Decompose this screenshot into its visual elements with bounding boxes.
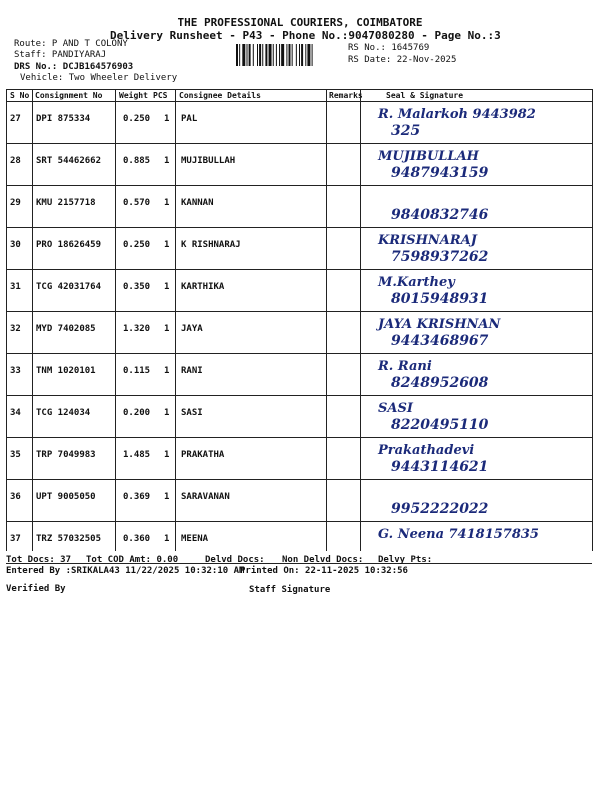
company-title: THE PROFESSIONAL COURIERS, COIMBATORE: [177, 16, 423, 29]
cell-pcs: 1: [164, 534, 170, 544]
verified-by: Verified By: [6, 584, 66, 594]
cell-weight: 0.369: [123, 492, 151, 502]
signature-name: MUJIBULLAH: [378, 149, 479, 164]
drs-label: [14, 62, 133, 72]
cell-consignment: TCG 42031764: [36, 282, 102, 292]
cell-weight: 0.115: [123, 366, 151, 376]
signature-name: Prakathadevi: [378, 443, 475, 458]
cell-weight: 1.485: [123, 450, 151, 460]
delivery-points: Delvy Pts:: [378, 555, 433, 565]
cell-pcs: 1: [164, 450, 170, 460]
col-pcs: PCS: [153, 91, 168, 100]
grid-line: [6, 89, 7, 551]
signature-name: SASI: [378, 401, 413, 416]
cell-weight: 0.570: [123, 198, 151, 208]
col-sno: S No: [10, 91, 30, 100]
drs-value: DCJB164576903: [62, 62, 134, 72]
col-consignment: Consignment No: [35, 91, 103, 100]
cell-sno: 32: [10, 324, 21, 334]
cell-consignment: TRP 7049983: [36, 450, 96, 460]
signature-name: R. Malarkoh 9443982: [378, 107, 536, 122]
cell-consignee: JAYA: [181, 324, 203, 334]
cell-consignee: MEENA: [181, 534, 209, 544]
cell-pcs: 1: [164, 324, 170, 334]
table-row: [6, 396, 592, 438]
table-row: [6, 186, 592, 228]
entered-by: Entered By :SRIKALA43 11/22/2025 10:32:10 AM: [6, 566, 245, 576]
cell-sno: 29: [10, 198, 21, 208]
grid-line: [592, 89, 593, 551]
signature-phone: 8248952608: [391, 375, 489, 391]
col-consignee: Consignee Details: [179, 91, 261, 100]
cell-consignee: K RISHNARAJ: [181, 240, 241, 250]
barcode-icon: [236, 44, 344, 66]
table-row: [6, 312, 592, 354]
runsheet-subtitle: Delivery Runsheet - P43 - Phone No.:9047080280 - Page No.:3: [110, 29, 501, 42]
col-seal: Seal & Signature: [386, 91, 464, 100]
staff-label: Staff: PANDIYARAJ: [14, 50, 107, 60]
table-row: [6, 102, 592, 144]
signature-name: M.Karthey: [378, 275, 455, 290]
table-row: [6, 480, 592, 522]
cell-pcs: 1: [164, 282, 170, 292]
signature-name: JAYA KRISHNAN: [378, 317, 501, 332]
cell-consignee: MUJIBULLAH: [181, 156, 236, 166]
cell-consignee: RANI: [181, 366, 203, 376]
signature-phone: 325: [391, 123, 421, 139]
table-row: [6, 438, 592, 480]
cell-sno: 33: [10, 366, 21, 376]
cell-consignment: UPT 9005050: [36, 492, 96, 502]
cell-weight: 0.350: [123, 282, 151, 292]
cell-consignee: KANNAN: [181, 198, 214, 208]
cell-consignment: KMU 2157718: [36, 198, 96, 208]
cell-consignment: DPI 875334: [36, 114, 91, 124]
cell-consignee: PRAKATHA: [181, 450, 225, 460]
cell-pcs: 1: [164, 198, 170, 208]
vehicle-label: Vehicle: Two Wheeler Delivery: [20, 73, 178, 83]
cell-consignee: KARTHIKA: [181, 282, 225, 292]
cell-weight: 0.885: [123, 156, 151, 166]
cell-consignment: SRT 54462662: [36, 156, 102, 166]
cell-sno: 34: [10, 408, 21, 418]
cell-sno: 28: [10, 156, 21, 166]
route-label: Route: P AND T COLONY: [14, 39, 128, 49]
cell-pcs: 1: [164, 366, 170, 376]
cell-sno: 36: [10, 492, 21, 502]
signature-name: R. Rani: [378, 359, 432, 374]
rs-date: RS Date: 22-Nov-2025: [348, 55, 457, 65]
signature-phone: 8220495110: [391, 417, 489, 433]
signature-phone: 9487943159: [391, 165, 489, 181]
delivered-docs: Delvd Docs:: [205, 555, 265, 565]
rs-number: RS No.: 1645769: [348, 43, 430, 53]
table-header: [6, 90, 592, 102]
cell-consignee: SARAVANAN: [181, 492, 230, 502]
cell-weight: 0.250: [123, 240, 151, 250]
drs-label-text: DRS No.:: [14, 62, 58, 72]
cell-weight: 0.200: [123, 408, 151, 418]
cell-pcs: 1: [164, 408, 170, 418]
staff-signature: Staff Signature: [249, 585, 331, 595]
cell-consignment: TNM 1020101: [36, 366, 96, 376]
cell-weight: 0.360: [123, 534, 151, 544]
col-remarks: Remarks: [329, 91, 363, 100]
cell-consignee: SASI: [181, 408, 203, 418]
col-weight: Weight: [119, 91, 148, 100]
cell-sno: 30: [10, 240, 21, 250]
table-body: [6, 102, 592, 564]
cell-sno: 37: [10, 534, 21, 544]
cell-consignment: TRZ 57032505: [36, 534, 102, 544]
grid-line: [360, 89, 361, 551]
cell-consignee: PAL: [181, 114, 198, 124]
signature-phone: 8015948931: [391, 291, 489, 307]
grid-line: [326, 89, 327, 551]
cell-pcs: 1: [164, 114, 170, 124]
table-row: [6, 270, 592, 312]
cell-consignment: PRO 18626459: [36, 240, 102, 250]
cell-sno: 31: [10, 282, 21, 292]
signature-name: G. Neena 7418157835: [378, 527, 539, 542]
cell-pcs: 1: [164, 240, 170, 250]
cell-consignment: TCG 124034: [36, 408, 91, 418]
grid-line: [32, 89, 33, 551]
table-row: [6, 228, 592, 270]
signature-phone: 7598937262: [391, 249, 489, 265]
signature-phone: 9443114621: [391, 459, 489, 475]
non-delivered-docs: Non Delvd Docs:: [282, 555, 364, 565]
total-cod: Tot COD Amt: 0.00: [86, 555, 179, 565]
total-docs: Tot Docs: 37: [6, 555, 72, 565]
cell-weight: 0.250: [123, 114, 151, 124]
signature-phone: 9443468967: [391, 333, 489, 349]
table-row: [6, 354, 592, 396]
cell-weight: 1.320: [123, 324, 151, 334]
printed-on: Printed On: 22-11-2025 10:32:56: [240, 566, 408, 576]
grid-line: [175, 89, 176, 551]
cell-sno: 27: [10, 114, 21, 124]
signature-name: KRISHNARAJ: [378, 233, 477, 248]
table-row: [6, 144, 592, 186]
cell-sno: 35: [10, 450, 21, 460]
cell-pcs: 1: [164, 492, 170, 502]
cell-pcs: 1: [164, 156, 170, 166]
signature-phone: 9840832746: [391, 207, 489, 223]
runsheet-table: [6, 89, 592, 564]
cell-consignment: MYD 7402085: [36, 324, 96, 334]
signature-phone: 9952222022: [391, 501, 489, 517]
grid-line: [115, 89, 116, 551]
